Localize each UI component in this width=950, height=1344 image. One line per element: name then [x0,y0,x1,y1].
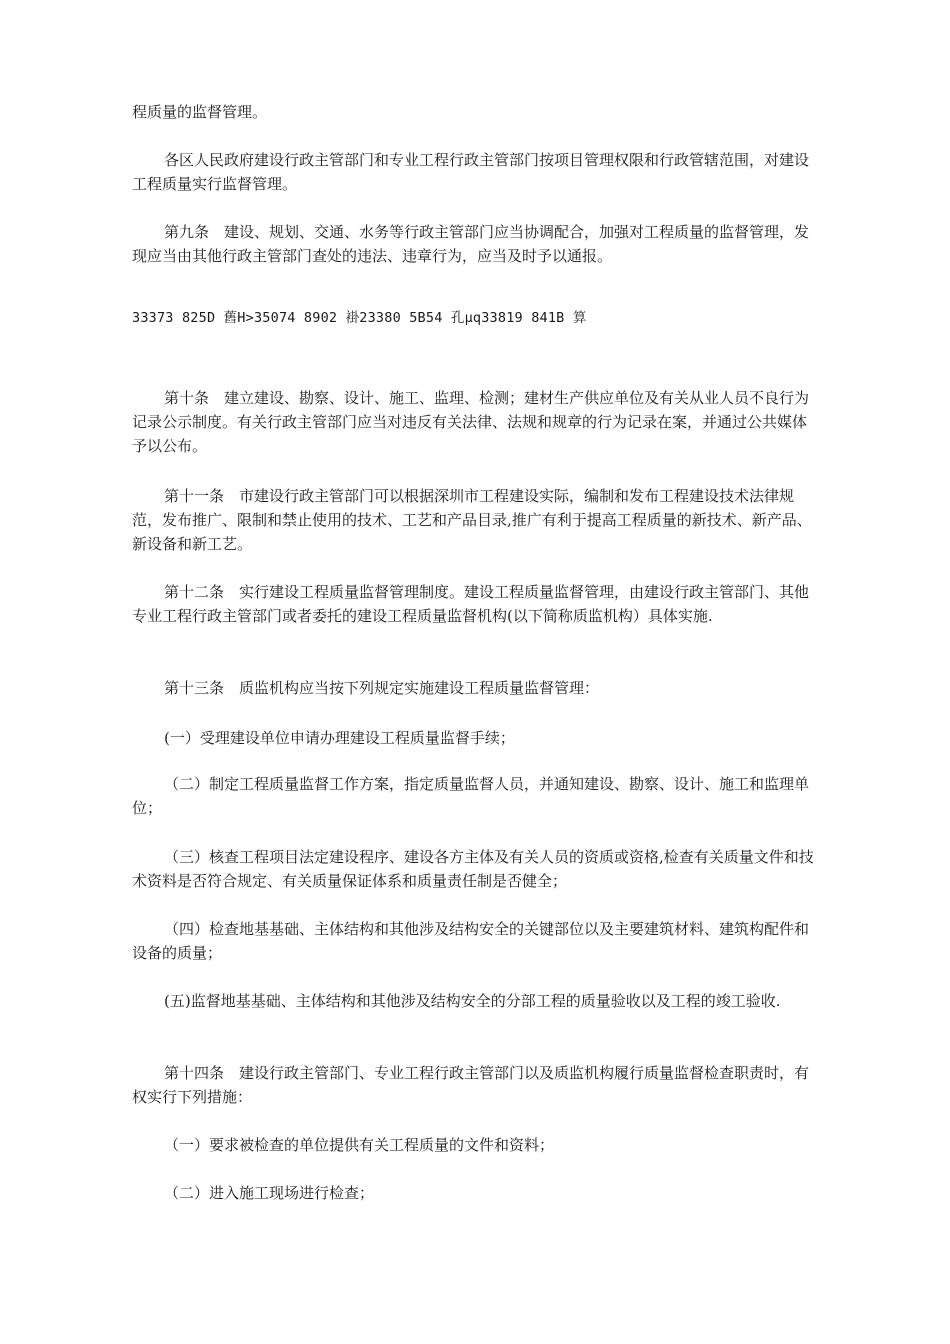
paragraph-district-supervision: 各区人民政府建设行政主管部门和专业工程行政主管部门按项目管理权限和行政管辖范围，对建设工程质量实行监督管理。 [132,151,810,193]
paragraph-article-10: 第十条 建立建设、勘察、设计、施工、监理、检测；建材生产供应单位及有关从业人员不良行为记录公示制度。有关行政主管部门应当对违反有关法律、法规和规章的行为记录在案，并通过公共媒体予以公布。 [132,389,810,455]
list-item-14-1: （一）要求被检查的单位提供有关工程质量的文件和资料； [164,1136,555,1154]
garbled-code-line: 33373 825D 舊H>35074 8902 褂23380 5B54 孔μq33819 841B 算 [132,309,587,326]
list-item-13-1: (一）受理建设单位申请办理建设工程质量监督手续； [164,729,515,747]
list-item-13-5: (五)监督地基基础、主体结构和其他涉及结构安全的分部工程的质量验收以及工程的竣工验收. [164,992,781,1010]
paragraph-article-9: 第九条 建设、规划、交通、水务等行政主管部门应当协调配合，加强对工程质量的监督管理，发现应当由其他行政主管部门查处的违法、违章行为，应当及时予以通报。 [132,223,810,265]
list-item-13-3: （三）核查工程项目法定建设程序、建设各方主体及有关人员的资质或资格,检查有关质量文件和技术资料是否符合规定、有关质量保证体系和质量责任制是否健全； [132,848,814,890]
list-item-13-2: （二）制定工程质量监督工作方案，指定质量监督人员，并通知建设、勘察、设计、施工和监理单位； [132,775,810,817]
list-item-13-4: （四）检查地基基础、主体结构和其他涉及结构安全的关键部位以及主要建筑材料、建筑构配件和设备的质量； [132,920,810,962]
paragraph-article-11: 第十一条 市建设行政主管部门可以根据深圳市工程建设实际，编制和发布工程建设技术法律规范，发布推广、限制和禁止使用的技术、工艺和产品目录,推广有利于提高工程质量的新技术、新产品、新设备和新工艺。 [132,487,812,553]
paragraph-continuation: 程质量的监督管理。 [132,103,268,121]
paragraph-article-14: 第十四条 建设行政主管部门、专业工程行政主管部门以及质监机构履行质量监督检查职责时，有权实行下列措施： [132,1064,810,1106]
paragraph-article-12: 第十二条 实行建设工程质量监督管理制度。建设工程质量监督管理，由建设行政主管部门、其他专业工程行政主管部门或者委托的建设工程质量监督机构(以下简称质监机构）具体实施. [132,583,810,625]
list-item-14-2: （二）进入施工现场进行检查； [164,1184,375,1202]
paragraph-article-13: 第十三条 质监机构应当按下列规定实施建设工程质量监督管理： [164,679,600,697]
